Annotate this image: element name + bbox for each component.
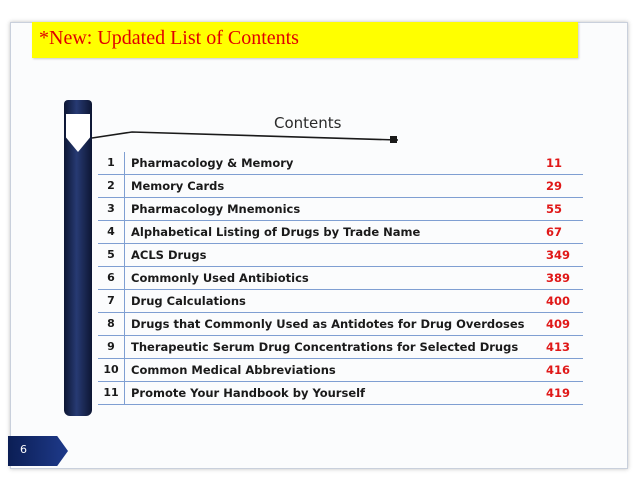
- toc-row: [98, 221, 583, 244]
- toc-number: 2: [98, 175, 125, 197]
- toc-page-number: 416: [546, 363, 571, 377]
- page-number-tab: [8, 436, 68, 466]
- toc-page-number: 413: [546, 340, 571, 354]
- toc-number: 1: [98, 152, 125, 174]
- toc-row: [98, 382, 583, 405]
- toc-row: [98, 336, 583, 359]
- toc-row: [98, 359, 583, 382]
- toc-number: 3: [98, 198, 125, 220]
- toc-row: [98, 244, 583, 267]
- toc-title: Commonly Used Antibiotics: [131, 271, 309, 285]
- toc-page-number: 349: [546, 248, 571, 262]
- toc-page-number: 11: [546, 156, 563, 170]
- toc-title: Pharmacology & Memory: [131, 156, 294, 170]
- toc-title: Drug Calculations: [131, 294, 246, 308]
- toc-number: 9: [98, 336, 125, 358]
- toc-title: Pharmacology Mnemonics: [131, 202, 301, 216]
- toc-number: 6: [98, 267, 125, 289]
- toc-page-number: 389: [546, 271, 571, 285]
- toc-page-number: 409: [546, 317, 571, 331]
- page-number: 6: [20, 443, 27, 456]
- toc-row: [98, 152, 583, 175]
- toc-row: [98, 198, 583, 221]
- toc-title: Memory Cards: [131, 179, 225, 193]
- toc-page-number: 400: [546, 294, 571, 308]
- toc-title: Therapeutic Serum Drug Concentrations for Selected Drugs: [131, 340, 519, 354]
- toc-number: 8: [98, 313, 125, 335]
- toc-row: [98, 267, 583, 290]
- toc-title: Promote Your Handbook by Yourself: [131, 386, 366, 400]
- toc-number: 7: [98, 290, 125, 312]
- toc-row: [98, 175, 583, 198]
- toc-number: 4: [98, 221, 125, 243]
- toc-page-number: 67: [546, 225, 563, 239]
- contents-heading: Contents: [274, 114, 342, 132]
- toc-row: [98, 290, 583, 313]
- toc-row: [98, 313, 583, 336]
- toc-page-number: 29: [546, 179, 563, 193]
- toc-page-number: 55: [546, 202, 563, 216]
- toc-number: 5: [98, 244, 125, 266]
- toc-page-number: 419: [546, 386, 571, 400]
- toc-number: 10: [98, 359, 125, 381]
- table-of-contents: [98, 152, 583, 405]
- toc-title: Drugs that Commonly Used as Antidotes for Drug Overdoses: [131, 317, 525, 331]
- toc-number: 11: [98, 382, 125, 404]
- toc-title: ACLS Drugs: [131, 248, 207, 262]
- toc-title: Common Medical Abbreviations: [131, 363, 336, 377]
- toc-title: Alphabetical Listing of Drugs by Trade Name: [131, 225, 421, 239]
- banner-text: *New: Updated List of Contents: [39, 27, 299, 49]
